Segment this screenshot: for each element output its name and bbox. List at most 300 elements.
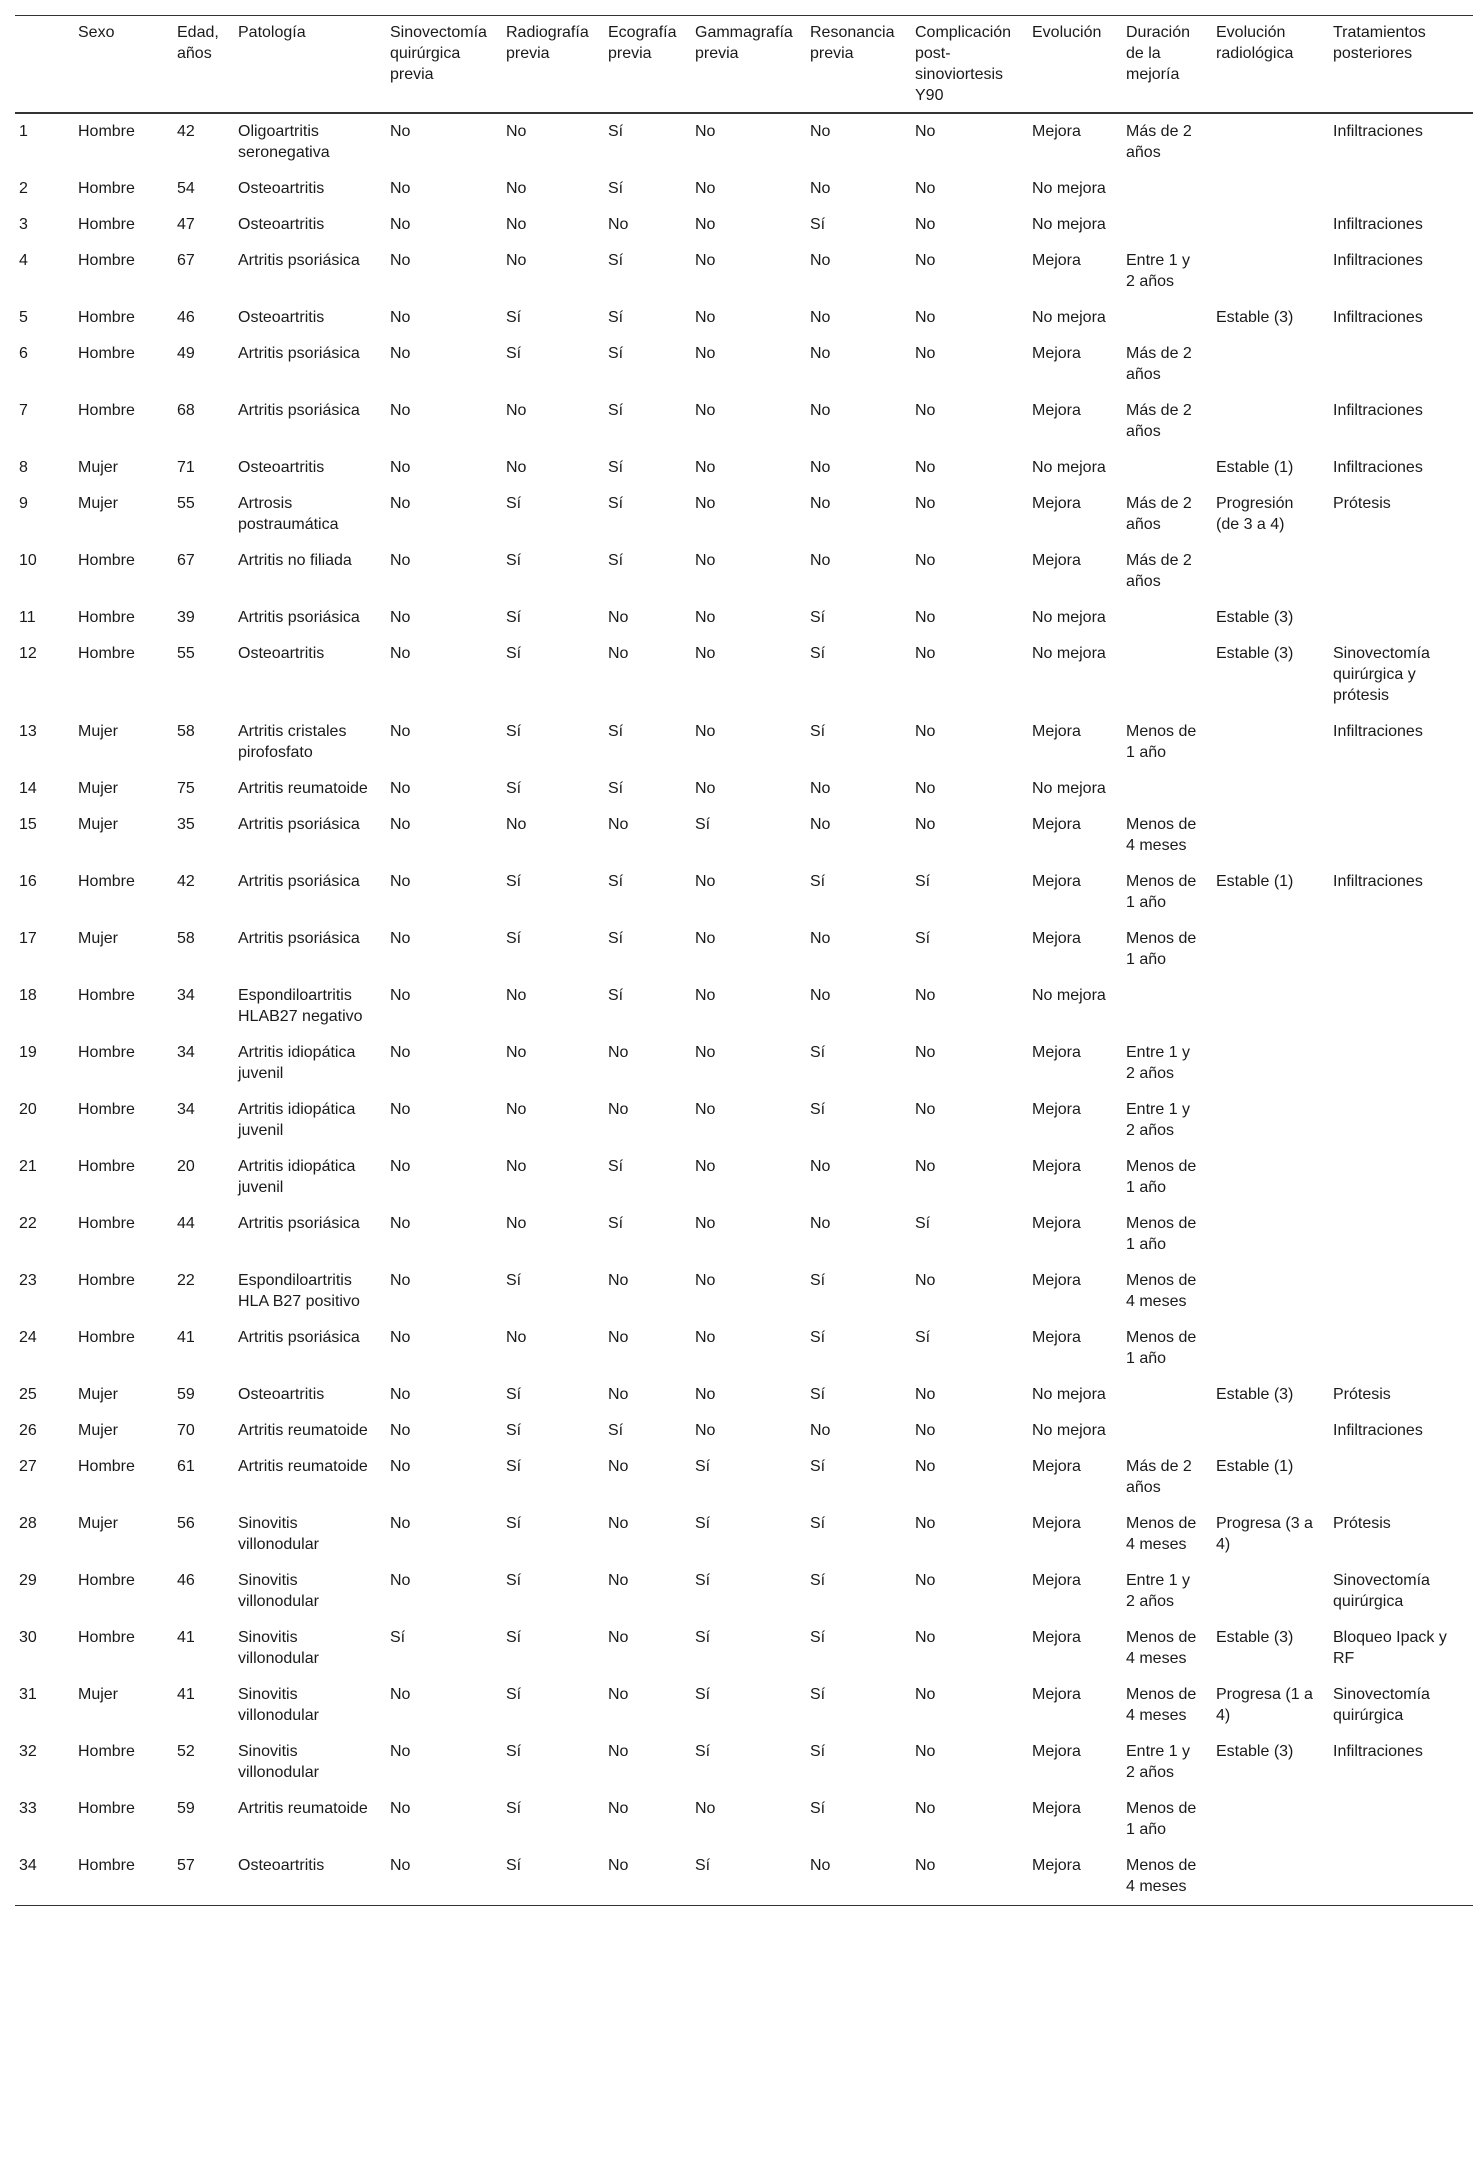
cell-evolucion: Mejora bbox=[1032, 495, 1081, 512]
cell-sexo: Hombre bbox=[78, 1044, 135, 1061]
cell-complicacion: No bbox=[915, 1044, 936, 1061]
cell-gammagrafia: No bbox=[695, 873, 716, 890]
cell-gammagrafia: Sí bbox=[695, 1629, 711, 1646]
cell-evolucion-radiologica: Progresa (1 a 4) bbox=[1216, 1686, 1313, 1724]
table-row bbox=[15, 1206, 1473, 1263]
cell-sinovectomia: No bbox=[390, 873, 411, 890]
cell-sexo: Hombre bbox=[78, 345, 135, 362]
cell-evolucion: No mejora bbox=[1032, 645, 1106, 662]
cell-index: 15 bbox=[19, 816, 37, 833]
cell-evolucion: Mejora bbox=[1032, 930, 1081, 947]
cell-ecografia: Sí bbox=[608, 180, 624, 197]
cell-radiografia: Sí bbox=[506, 1629, 522, 1646]
cell-index: 2 bbox=[19, 180, 28, 197]
cell-resonancia: No bbox=[810, 1215, 831, 1232]
cell-tratamientos bbox=[1329, 1791, 1473, 1848]
cell-duracion bbox=[1122, 300, 1212, 336]
cell-radiografia: Sí bbox=[506, 723, 522, 740]
cell-gammagrafia: No bbox=[695, 987, 716, 1004]
cell-evolucion: Mejora bbox=[1032, 1743, 1081, 1760]
cell-complicacion: Sí bbox=[915, 1329, 931, 1346]
cell-duracion: Menos de 4 meses bbox=[1126, 816, 1197, 854]
cell-patologia: Osteoartritis bbox=[238, 645, 325, 662]
cell-sexo: Mujer bbox=[78, 459, 119, 476]
cell-complicacion: No bbox=[915, 1800, 936, 1817]
cell-evolucion: Mejora bbox=[1032, 723, 1081, 740]
cell-gammagrafia: No bbox=[695, 1101, 716, 1118]
cell-sinovectomia: No bbox=[390, 309, 411, 326]
cell-evolucion-radiologica: Progresa (3 a 4) bbox=[1216, 1515, 1313, 1553]
cell-evolucion: Mejora bbox=[1032, 1629, 1081, 1646]
cell-ecografia: No bbox=[608, 1386, 629, 1403]
cell-tratamientos: Sinovectomía quirúrgica y prótesis bbox=[1333, 645, 1430, 704]
cell-edad: 46 bbox=[177, 309, 195, 326]
cell-radiografia: Sí bbox=[506, 1743, 522, 1760]
cell-resonancia: Sí bbox=[810, 1572, 826, 1589]
cell-patologia: Osteoartritis bbox=[238, 1857, 325, 1874]
cell-patologia: Artritis psoriásica bbox=[238, 1215, 360, 1232]
table-row bbox=[15, 1263, 1473, 1320]
cell-index: 4 bbox=[19, 252, 28, 269]
cell-patologia: Artritis psoriásica bbox=[238, 1329, 360, 1346]
cell-duracion: Menos de 1 año bbox=[1126, 1215, 1197, 1253]
table-row bbox=[15, 243, 1473, 300]
cell-index: 19 bbox=[19, 1044, 37, 1061]
cell-resonancia: No bbox=[810, 816, 831, 833]
cell-index: 33 bbox=[19, 1800, 37, 1817]
cell-edad: 70 bbox=[177, 1422, 195, 1439]
cell-tratamientos: Bloqueo Ipack y RF bbox=[1333, 1629, 1447, 1667]
cell-edad: 68 bbox=[177, 402, 195, 419]
cell-resonancia: No bbox=[810, 780, 831, 797]
cell-complicacion: No bbox=[915, 1458, 936, 1475]
cell-radiografia: No bbox=[506, 987, 527, 1004]
cell-duracion bbox=[1122, 450, 1212, 486]
cell-sinovectomia: Sí bbox=[390, 1629, 406, 1646]
cell-evolucion-radiologica bbox=[1212, 336, 1329, 393]
cell-evolucion: No mejora bbox=[1032, 987, 1106, 1004]
cell-resonancia: Sí bbox=[810, 1386, 826, 1403]
cell-sinovectomia: No bbox=[390, 1857, 411, 1874]
cell-complicacion: No bbox=[915, 402, 936, 419]
cell-patologia: Oligoartritis seronegativa bbox=[238, 123, 330, 161]
patients-table bbox=[15, 15, 1473, 1906]
cell-patologia: Espondiloartritis HLA B27 positivo bbox=[238, 1272, 360, 1310]
cell-ecografia: No bbox=[608, 1329, 629, 1346]
cell-sinovectomia: No bbox=[390, 1386, 411, 1403]
cell-tratamientos bbox=[1329, 1263, 1473, 1320]
table-row bbox=[15, 207, 1473, 243]
table-row bbox=[15, 636, 1473, 714]
cell-resonancia: No bbox=[810, 252, 831, 269]
cell-ecografia: No bbox=[608, 1044, 629, 1061]
cell-evolucion-radiologica: Estable (1) bbox=[1216, 873, 1294, 890]
cell-resonancia: No bbox=[810, 309, 831, 326]
cell-ecografia: Sí bbox=[608, 780, 624, 797]
cell-ecografia: Sí bbox=[608, 459, 624, 476]
cell-duracion: Menos de 1 año bbox=[1126, 1329, 1197, 1367]
cell-radiografia: Sí bbox=[506, 609, 522, 626]
col-header-complicacion: Complicación post-sinoviortesis Y90 bbox=[915, 24, 1012, 104]
cell-tratamientos: Infiltraciones bbox=[1333, 252, 1423, 269]
cell-resonancia: Sí bbox=[810, 1272, 826, 1289]
cell-evolucion-radiologica: Estable (1) bbox=[1216, 1458, 1294, 1475]
cell-evolucion: No mejora bbox=[1032, 609, 1106, 626]
cell-evolucion: No mejora bbox=[1032, 1422, 1106, 1439]
cell-index: 8 bbox=[19, 459, 28, 476]
cell-index: 16 bbox=[19, 873, 37, 890]
cell-resonancia: Sí bbox=[810, 1743, 826, 1760]
cell-index: 11 bbox=[19, 609, 36, 626]
cell-index: 10 bbox=[19, 552, 37, 569]
cell-edad: 34 bbox=[177, 987, 195, 1004]
cell-evolucion: Mejora bbox=[1032, 1800, 1081, 1817]
cell-patologia: Artritis psoriásica bbox=[238, 873, 360, 890]
cell-index: 28 bbox=[19, 1515, 37, 1532]
cell-sinovectomia: No bbox=[390, 459, 411, 476]
cell-patologia: Artritis reumatoide bbox=[238, 1458, 368, 1475]
cell-complicacion: Sí bbox=[915, 873, 931, 890]
cell-gammagrafia: No bbox=[695, 180, 716, 197]
cell-evolucion: Mejora bbox=[1032, 1572, 1081, 1589]
cell-sexo: Mujer bbox=[78, 723, 119, 740]
cell-gammagrafia: No bbox=[695, 1422, 716, 1439]
cell-sexo: Hombre bbox=[78, 252, 135, 269]
cell-duracion bbox=[1122, 1413, 1212, 1449]
cell-radiografia: No bbox=[506, 1215, 527, 1232]
cell-duracion: Menos de 1 año bbox=[1126, 930, 1197, 968]
cell-gammagrafia: No bbox=[695, 345, 716, 362]
col-header-radiografia: Radiografía previa bbox=[506, 24, 589, 62]
cell-sexo: Mujer bbox=[78, 1422, 119, 1439]
cell-evolucion: Mejora bbox=[1032, 816, 1081, 833]
cell-complicacion: No bbox=[915, 180, 936, 197]
cell-tratamientos: Sinovectomía quirúrgica bbox=[1333, 1572, 1430, 1610]
cell-edad: 39 bbox=[177, 609, 195, 626]
cell-resonancia: No bbox=[810, 123, 831, 140]
cell-evolucion-radiologica bbox=[1212, 207, 1329, 243]
col-header-edad: Edad, años bbox=[177, 24, 219, 62]
cell-index: 25 bbox=[19, 1386, 37, 1403]
cell-tratamientos bbox=[1329, 543, 1473, 600]
col-header-gammagrafia: Gammagrafía previa bbox=[695, 24, 793, 62]
cell-ecografia: No bbox=[608, 1857, 629, 1874]
cell-duracion: Entre 1 y 2 años bbox=[1126, 252, 1191, 290]
cell-sexo: Hombre bbox=[78, 1329, 135, 1346]
table-row bbox=[15, 300, 1473, 336]
cell-edad: 58 bbox=[177, 930, 195, 947]
cell-radiografia: Sí bbox=[506, 1857, 522, 1874]
cell-index: 18 bbox=[19, 987, 37, 1004]
cell-radiografia: Sí bbox=[506, 1800, 522, 1817]
table-row bbox=[15, 1449, 1473, 1506]
cell-patologia: Artritis idiopática juvenil bbox=[238, 1101, 356, 1139]
col-header-evolucion: Evolución bbox=[1032, 24, 1102, 41]
cell-resonancia: Sí bbox=[810, 723, 826, 740]
cell-edad: 58 bbox=[177, 723, 195, 740]
cell-complicacion: No bbox=[915, 609, 936, 626]
cell-patologia: Osteoartritis bbox=[238, 309, 325, 326]
cell-gammagrafia: No bbox=[695, 930, 716, 947]
cell-sinovectomia: No bbox=[390, 1686, 411, 1703]
cell-evolucion: Mejora bbox=[1032, 402, 1081, 419]
cell-ecografia: Sí bbox=[608, 402, 624, 419]
cell-gammagrafia: Sí bbox=[695, 1572, 711, 1589]
cell-edad: 34 bbox=[177, 1101, 195, 1118]
cell-resonancia: No bbox=[810, 552, 831, 569]
cell-evolucion-radiologica bbox=[1212, 543, 1329, 600]
cell-index: 6 bbox=[19, 345, 28, 362]
cell-evolucion-radiologica bbox=[1212, 1320, 1329, 1377]
cell-edad: 71 bbox=[177, 459, 195, 476]
col-header-patologia: Patología bbox=[238, 24, 306, 41]
cell-gammagrafia: Sí bbox=[695, 1857, 711, 1874]
cell-ecografia: No bbox=[608, 1458, 629, 1475]
cell-resonancia: No bbox=[810, 1857, 831, 1874]
cell-evolucion: Mejora bbox=[1032, 1329, 1081, 1346]
cell-resonancia: Sí bbox=[810, 645, 826, 662]
cell-gammagrafia: No bbox=[695, 1329, 716, 1346]
cell-patologia: Artritis cristales pirofosfato bbox=[238, 723, 347, 761]
cell-ecografia: No bbox=[608, 645, 629, 662]
cell-edad: 59 bbox=[177, 1386, 195, 1403]
cell-sexo: Hombre bbox=[78, 216, 135, 233]
cell-evolucion: Mejora bbox=[1032, 1458, 1081, 1475]
cell-sexo: Hombre bbox=[78, 552, 135, 569]
cell-radiografia: Sí bbox=[506, 495, 522, 512]
cell-edad: 55 bbox=[177, 495, 195, 512]
cell-radiografia: Sí bbox=[506, 930, 522, 947]
cell-duracion bbox=[1122, 600, 1212, 636]
cell-index: 20 bbox=[19, 1101, 37, 1118]
cell-complicacion: No bbox=[915, 309, 936, 326]
cell-edad: 22 bbox=[177, 1272, 195, 1289]
cell-tratamientos: Infiltraciones bbox=[1333, 1743, 1423, 1760]
table-body bbox=[15, 113, 1473, 1906]
cell-tratamientos: Infiltraciones bbox=[1333, 723, 1423, 740]
cell-tratamientos bbox=[1329, 1035, 1473, 1092]
cell-resonancia: Sí bbox=[810, 1800, 826, 1817]
cell-sexo: Hombre bbox=[78, 402, 135, 419]
cell-index: 9 bbox=[19, 495, 28, 512]
cell-radiografia: Sí bbox=[506, 1572, 522, 1589]
col-header-tratamientos: Tratamientos posteriores bbox=[1333, 24, 1426, 62]
cell-complicacion: No bbox=[915, 816, 936, 833]
cell-edad: 61 bbox=[177, 1458, 195, 1475]
cell-duracion bbox=[1122, 771, 1212, 807]
cell-ecografia: Sí bbox=[608, 1215, 624, 1232]
table-row bbox=[15, 1563, 1473, 1620]
cell-duracion: Menos de 4 meses bbox=[1126, 1629, 1197, 1667]
cell-sinovectomia: No bbox=[390, 1044, 411, 1061]
cell-evolucion-radiologica bbox=[1212, 1848, 1329, 1906]
cell-tratamientos bbox=[1329, 1320, 1473, 1377]
cell-radiografia: No bbox=[506, 816, 527, 833]
cell-sinovectomia: No bbox=[390, 930, 411, 947]
cell-complicacion: No bbox=[915, 1515, 936, 1532]
cell-sinovectomia: No bbox=[390, 780, 411, 797]
col-header-index bbox=[15, 16, 74, 114]
header-row bbox=[15, 16, 1473, 114]
cell-resonancia: No bbox=[810, 987, 831, 1004]
cell-tratamientos bbox=[1329, 336, 1473, 393]
cell-sexo: Hombre bbox=[78, 1458, 135, 1475]
cell-tratamientos: Infiltraciones bbox=[1333, 309, 1423, 326]
cell-evolucion-radiologica: Estable (3) bbox=[1216, 1629, 1294, 1646]
cell-sinovectomia: No bbox=[390, 1422, 411, 1439]
cell-edad: 41 bbox=[177, 1329, 195, 1346]
cell-evolucion-radiologica bbox=[1212, 1035, 1329, 1092]
col-header-resonancia: Resonancia previa bbox=[810, 24, 895, 62]
cell-complicacion: No bbox=[915, 495, 936, 512]
table-row bbox=[15, 171, 1473, 207]
cell-radiografia: No bbox=[506, 1044, 527, 1061]
cell-resonancia: No bbox=[810, 495, 831, 512]
cell-edad: 42 bbox=[177, 123, 195, 140]
cell-duracion bbox=[1122, 636, 1212, 714]
cell-patologia: Sinovitis villonodular bbox=[238, 1572, 319, 1610]
cell-index: 13 bbox=[19, 723, 37, 740]
cell-index: 23 bbox=[19, 1272, 37, 1289]
cell-ecografia: No bbox=[608, 1572, 629, 1589]
cell-sexo: Hombre bbox=[78, 1629, 135, 1646]
cell-index: 29 bbox=[19, 1572, 37, 1589]
cell-complicacion: No bbox=[915, 459, 936, 476]
table-row bbox=[15, 1377, 1473, 1413]
cell-edad: 54 bbox=[177, 180, 195, 197]
cell-evolucion: No mejora bbox=[1032, 1386, 1106, 1403]
col-header-sinovectomia: Sinovectomía quirúrgica previa bbox=[390, 24, 487, 83]
cell-complicacion: No bbox=[915, 1386, 936, 1403]
cell-evolucion: Mejora bbox=[1032, 1215, 1081, 1232]
cell-ecografia: No bbox=[608, 1515, 629, 1532]
cell-radiografia: No bbox=[506, 252, 527, 269]
cell-resonancia: No bbox=[810, 459, 831, 476]
cell-gammagrafia: No bbox=[695, 1044, 716, 1061]
cell-edad: 20 bbox=[177, 1158, 195, 1175]
cell-gammagrafia: No bbox=[695, 1386, 716, 1403]
cell-evolucion: Mejora bbox=[1032, 1857, 1081, 1874]
cell-patologia: Artritis psoriásica bbox=[238, 402, 360, 419]
cell-complicacion: No bbox=[915, 1158, 936, 1175]
cell-duracion bbox=[1122, 978, 1212, 1035]
cell-edad: 44 bbox=[177, 1215, 195, 1232]
cell-tratamientos bbox=[1329, 1206, 1473, 1263]
cell-complicacion: No bbox=[915, 552, 936, 569]
cell-edad: 59 bbox=[177, 1800, 195, 1817]
cell-tratamientos bbox=[1329, 171, 1473, 207]
cell-complicacion: No bbox=[915, 987, 936, 1004]
cell-radiografia: Sí bbox=[506, 345, 522, 362]
cell-complicacion: No bbox=[915, 1857, 936, 1874]
table-row bbox=[15, 1506, 1473, 1563]
cell-gammagrafia: No bbox=[695, 252, 716, 269]
col-header-ecografia: Ecografía previa bbox=[608, 24, 677, 62]
cell-evolucion-radiologica bbox=[1212, 807, 1329, 864]
cell-radiografia: No bbox=[506, 123, 527, 140]
cell-tratamientos: Infiltraciones bbox=[1333, 123, 1423, 140]
cell-edad: 46 bbox=[177, 1572, 195, 1589]
cell-patologia: Espondiloartritis HLAB27 negativo bbox=[238, 987, 363, 1025]
cell-evolucion-radiologica bbox=[1212, 1149, 1329, 1206]
cell-edad: 67 bbox=[177, 252, 195, 269]
cell-gammagrafia: Sí bbox=[695, 816, 711, 833]
cell-sinovectomia: No bbox=[390, 987, 411, 1004]
cell-ecografia: Sí bbox=[608, 930, 624, 947]
cell-evolucion-radiologica: Estable (3) bbox=[1216, 1743, 1294, 1760]
cell-radiografia: No bbox=[506, 180, 527, 197]
cell-sinovectomia: No bbox=[390, 1458, 411, 1475]
cell-tratamientos bbox=[1329, 807, 1473, 864]
cell-radiografia: No bbox=[506, 216, 527, 233]
cell-radiografia: No bbox=[506, 1329, 527, 1346]
cell-radiografia: No bbox=[506, 402, 527, 419]
cell-patologia: Osteoartritis bbox=[238, 180, 325, 197]
cell-ecografia: Sí bbox=[608, 723, 624, 740]
cell-duracion: Más de 2 años bbox=[1126, 1458, 1192, 1496]
cell-index: 24 bbox=[19, 1329, 37, 1346]
cell-resonancia: Sí bbox=[810, 1101, 826, 1118]
cell-ecografia: Sí bbox=[608, 552, 624, 569]
cell-complicacion: No bbox=[915, 1422, 936, 1439]
cell-resonancia: No bbox=[810, 180, 831, 197]
cell-patologia: Sinovitis villonodular bbox=[238, 1515, 319, 1553]
cell-patologia: Sinovitis villonodular bbox=[238, 1686, 319, 1724]
cell-index: 30 bbox=[19, 1629, 37, 1646]
cell-duracion: Menos de 4 meses bbox=[1126, 1515, 1197, 1553]
cell-index: 27 bbox=[19, 1458, 37, 1475]
cell-duracion: Más de 2 años bbox=[1126, 402, 1192, 440]
cell-duracion bbox=[1122, 1377, 1212, 1413]
table-row bbox=[15, 486, 1473, 543]
table-row bbox=[15, 864, 1473, 921]
cell-gammagrafia: No bbox=[695, 216, 716, 233]
cell-patologia: Artrosis postraumática bbox=[238, 495, 339, 533]
cell-ecografia: No bbox=[608, 216, 629, 233]
cell-tratamientos bbox=[1329, 921, 1473, 978]
cell-duracion: Entre 1 y 2 años bbox=[1126, 1044, 1191, 1082]
cell-gammagrafia: No bbox=[695, 609, 716, 626]
cell-patologia: Artritis idiopática juvenil bbox=[238, 1158, 356, 1196]
cell-index: 34 bbox=[19, 1857, 37, 1874]
cell-sexo: Hombre bbox=[78, 1857, 135, 1874]
cell-complicacion: No bbox=[915, 1572, 936, 1589]
cell-edad: 52 bbox=[177, 1743, 195, 1760]
cell-gammagrafia: Sí bbox=[695, 1743, 711, 1760]
cell-gammagrafia: No bbox=[695, 309, 716, 326]
cell-sinovectomia: No bbox=[390, 1215, 411, 1232]
cell-tratamientos: Sinovectomía quirúrgica bbox=[1333, 1686, 1430, 1724]
cell-sexo: Mujer bbox=[78, 780, 119, 797]
table-row bbox=[15, 1848, 1473, 1906]
cell-sinovectomia: No bbox=[390, 609, 411, 626]
cell-evolucion: Mejora bbox=[1032, 1686, 1081, 1703]
cell-evolucion: No mejora bbox=[1032, 780, 1106, 797]
table-row bbox=[15, 1413, 1473, 1449]
cell-gammagrafia: No bbox=[695, 645, 716, 662]
cell-edad: 34 bbox=[177, 1044, 195, 1061]
cell-ecografia: Sí bbox=[608, 1158, 624, 1175]
cell-sinovectomia: No bbox=[390, 345, 411, 362]
cell-gammagrafia: No bbox=[695, 1272, 716, 1289]
cell-index: 5 bbox=[19, 309, 28, 326]
cell-edad: 49 bbox=[177, 345, 195, 362]
cell-resonancia: No bbox=[810, 1422, 831, 1439]
cell-evolucion-radiologica bbox=[1212, 771, 1329, 807]
cell-gammagrafia: No bbox=[695, 459, 716, 476]
cell-evolucion: No mejora bbox=[1032, 459, 1106, 476]
cell-patologia: Artritis psoriásica bbox=[238, 816, 360, 833]
